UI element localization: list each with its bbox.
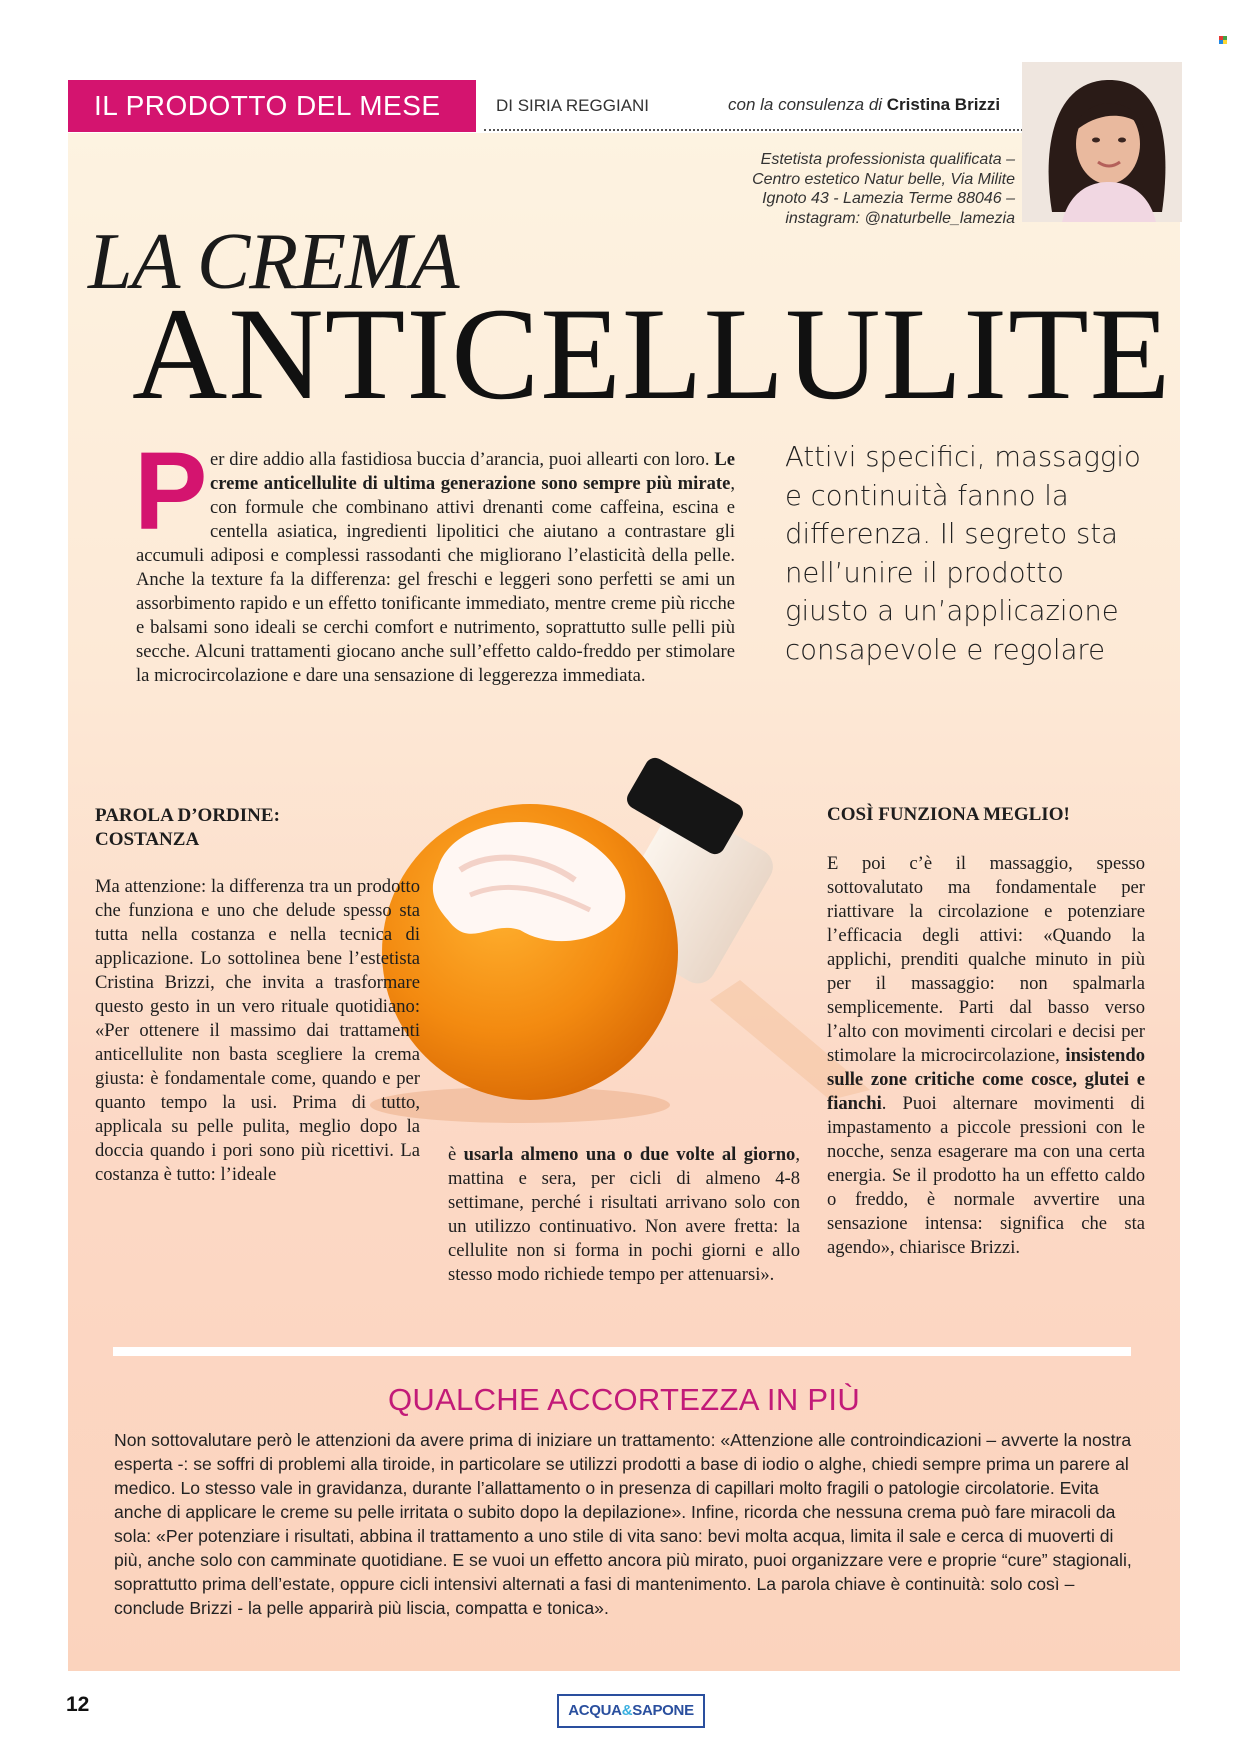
- body-bold-text: insistendo sulle zone critiche come cosce, glutei e fianchi: [827, 1045, 1145, 1114]
- headline-line-2: ANTICELLULITE: [132, 280, 1172, 427]
- box-divider: [113, 1347, 1131, 1356]
- body-column-right: [827, 852, 1145, 1260]
- body-text: . Puoi alternare movimenti di impastamento a piccole pressioni con le nocche, senza esagerare ma con una certa energia. Se il prodotto ha un effetto caldo o freddo, è normale avvertire una sensazione intensa: significa che sta agendo», chiarisce Brizzi.: [827, 1093, 1145, 1258]
- body-text: E poi c’è il massaggio, spesso sottovalutato ma fondamentale per riattivare la circolazione e potenziare l’efficacia degli attivi: «Quando la applichi, prenditi qualche minuto in più per il massaggio: non spalmarla semplicemente. Parti dal basso verso l’alto con movimenti circolari e decisi per stimolare la microcircolazione,: [827, 853, 1145, 1066]
- color-registration-icon: [1219, 36, 1227, 44]
- body-bold-text: usarla almeno una o due volte al giorno: [463, 1144, 796, 1165]
- acqua-sapone-logo-icon: [557, 1694, 705, 1728]
- credit-line: Ignoto 43 - Lamezia Terme 88046 –: [762, 190, 1015, 207]
- consultant-credit: [728, 95, 1000, 115]
- credit-line: Centro estetico Natur belle, Via Milite: [752, 170, 1015, 188]
- consultant-name: Cristina Brizzi: [886, 95, 1001, 114]
- pull-quote: Attivi specifici, massaggio e continuità fanno la differenza. Il segreto sta nell’unire il prodotto giusto a un’applicazione consapevole e regolare: [785, 441, 1141, 666]
- author-byline: DI SIRIA REGGIANI: [496, 96, 650, 115]
- credit-line: Estetista professionista qualificata –: [760, 151, 1015, 168]
- intro-paragraph: [136, 448, 735, 688]
- header-dotted-rule: [484, 129, 1027, 131]
- tips-box-heading: QUALCHE ACCORTEZZA IN PIÙ: [387, 1382, 860, 1417]
- section-heading-left: PAROLA D’ORDINE: COSTANZA: [95, 805, 280, 850]
- body-text: , mattina e sera, per cicli di almeno 4-8 settimane, perché i risultati arrivano solo con un utilizzo continuativo. Non avere fretta: la cellulite non si forma in pochi giorni e allo stesso modo richiede tempo per attenuarsi».: [448, 1144, 801, 1285]
- logo-ampersand: &: [621, 1702, 633, 1719]
- body-column-left: [95, 875, 420, 1187]
- section-kicker: IL PRODOTTO DEL MESE: [68, 80, 476, 132]
- intro-text: , con formule che combinano attivi drenanti come caffeina, escina e centella asiatica, ingredienti lipolitici che aiutano a contrastare gli accumuli adiposi e complessi rassodanti che migliorano l’elasticità della pelle. Anche la texture fa la differenza: gel freschi e leggeri sono perfetti se ami un assorbimento rapido e un effetto tonificante immediato, mentre creme più ricche e balsami sono ideali se cerchi comfort e nutrimento, soprattutto sulle pelli più secche. Alcuni trattamenti giocano anche sull’effetto caldo-freddo per stimolare la microcircolazione e dare una sensazione di leggerezza immediata.: [136, 473, 735, 686]
- expert-portrait-photo: [1022, 62, 1182, 222]
- section-heading-right: COSÌ FUNZIONA MEGLIO!: [827, 804, 1070, 825]
- intro-text: er dire addio alla fastidiosa buccia d’arancia, puoi allearti con loro.: [210, 449, 715, 470]
- tips-box-text: Non sottovalutare però le attenzioni da avere prima di iniziare un trattamento: «Attenzione alle controindicazioni – avverte la nostra esperta -: se soffri di problemi alla tiroide, in particolare se utilizzi prodotti a base di iodio o alghe, chiedi sempre prima un parere al medico. Lo stesso vale in gravidanza, durante l’allattamento o in presenza di capillari molto fragili o patologie circolatorie. Evita anche di applicare le creme su pelle irritata o subito dopo la depilazione». Infine, ricorda che nessuna crema può fare miracoli da sola: «Per potenziare i risultati, abbina il trattamento a uno stile di vita sano: bevi molta acqua, limita il sale e cerca di muoverti di più, anche solo con camminate quotidiane. E se vuoi un effetto ancora più mirato, puoi organizzare vere e proprie “cure” stagionali, soprattutto prima dell’estate, oppure cicli intensivi alternati a fasi di mantenimento. La parola chiave è continuità: solo così – conclude Brizzi - la pelle apparirà più liscia, compatta e tonica».: [114, 1430, 1132, 1618]
- consult-prefix: con la consulenza di: [728, 95, 887, 114]
- logo-word: ACQUA: [568, 1702, 622, 1719]
- intro-bold-text: Le creme anticellulite di ultima generazione sono sempre più mirate: [210, 449, 735, 494]
- logo-word: SAPONE: [632, 1702, 694, 1719]
- body-text: è: [448, 1144, 464, 1165]
- headline-line-1: LA CREMA: [88, 218, 459, 306]
- page-number: 12: [66, 1693, 90, 1716]
- credit-line: instagram: @naturbelle_lamezia: [785, 209, 1015, 227]
- drop-cap-glyph: P: [134, 430, 208, 553]
- consultant-details: [700, 150, 1015, 228]
- body-column-middle: [448, 1143, 800, 1287]
- body-text: Ma attenzione: la differenza tra un prodotto che funziona e uno che delude spesso sta tutta nella costanza e nella tecnica di applicazione. Lo sottolinea bene l’estetista Cristina Brizzi, che invita a trasformare questo gesto in un vero rituale quotidiano: «Per ottenere il massimo dai trattamenti anticellulite non basta scegliere la crema giusta: è fondamentale come, quando e per quanto tempo la usi. Prima di tutto, applicala su pelle pulita, meglio dopo la doccia quando i pori sono più ricettivi. La costanza è tutto: l’ideale: [95, 876, 420, 1185]
